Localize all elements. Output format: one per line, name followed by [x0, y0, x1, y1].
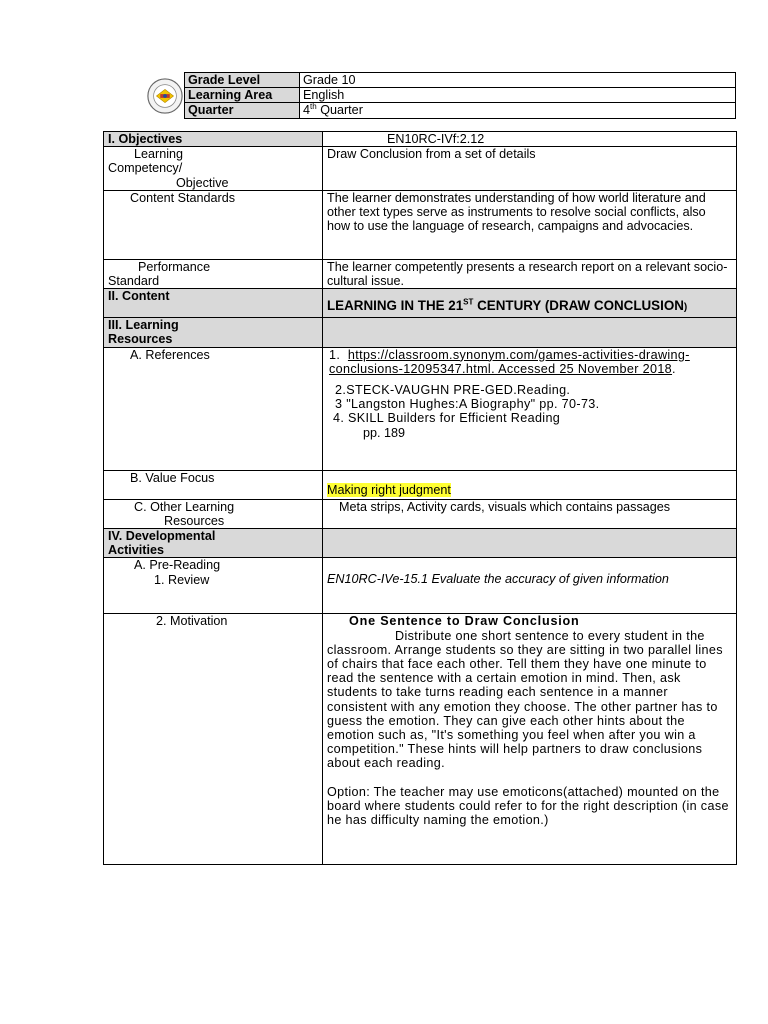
activities-header-row — [104, 529, 737, 558]
other-resources-row — [104, 499, 737, 528]
motivation-content — [323, 614, 737, 865]
pre-reading-review-label: A. Pre-Reading 1. Review — [104, 558, 323, 614]
reference-2: 2.STECK-VAUGHN PRE-GED.Reading. — [335, 383, 571, 398]
motivation-paragraph-1: Distribute one short sentence to every student in the classroom. Arrange students so they are sitting in two parallel lines of chairs that face each other. Tell them they have one minute to read the sentence with a certain emotion in mind. Then, ask students to take turns reading each sentence in a manner consistent with any emotion they choose. The other partner has to guess the emotion. They can give each other hints about the emotion such as, "It's something you feel when after you win a competition." These hints will help partners to draw conclusions about each reading. — [327, 628, 723, 771]
motivation-paragraph-2: Option: The teacher may use emoticons(attached) mounted on the board where students could refer to for the right description (in case he has difficulty naming the emotion.) — [327, 784, 729, 828]
value-focus-label: B. Value Focus — [104, 470, 323, 499]
references-row — [104, 347, 737, 470]
learning-area-value: English — [300, 88, 736, 103]
quarter-value: 4th Quarter — [300, 103, 736, 118]
references-list: 1. https://classroom.synonym.com/games-activities-drawing- conclusions-12095347.html. Accessed 25 November 2018. 2.STECK-VAUGHN PRE-GED.Reading. 3 "Langston Hughes:A Biography" pp. 70-73. 4. SKILL Builders for Efficient Reading pp. 189 — [323, 347, 737, 470]
resources-header-row — [104, 318, 737, 347]
content-label: II. Content — [104, 289, 323, 318]
resources-header-blank — [323, 318, 737, 347]
lesson-info-header — [104, 72, 736, 119]
reference-1-link-cont[interactable]: conclusions-12095347.html. Accessed 25 November 2018 — [329, 361, 673, 376]
learning-area-label: Learning Area — [185, 88, 300, 103]
competency-label: Learning Competency/ Objective — [104, 147, 323, 191]
content-title: LEARNING IN THE 21ST CENTURY (DRAW CONCLUSION) — [323, 289, 737, 318]
objectives-label: I. Objectives — [104, 132, 323, 147]
other-resources-value: Meta strips, Activity cards, visuals which contains passages — [323, 499, 737, 528]
content-standards-value: The learner demonstrates understanding of how world literature and other text types serve as instruments to resolve social conflicts, also how to use the language of research, campaigns and advocacies. — [323, 190, 737, 259]
performance-standard-label: Performance Standard — [104, 259, 323, 288]
competency-row — [104, 147, 737, 191]
motivation-row — [104, 614, 737, 865]
reference-1: 1. https://classroom.synonym.com/games-activities-drawing- — [329, 347, 690, 362]
activities-header-blank — [323, 529, 737, 558]
content-row — [104, 289, 737, 318]
motivation-title: One Sentence to Draw Conclusion — [349, 614, 580, 629]
performance-standard-value: The learner competently presents a research report on a relevant socio-cultural issue. — [323, 259, 737, 288]
reference-3: 3 "Langston Hughes:A Biography" pp. 70-73. — [335, 397, 600, 412]
school-seal-icon — [146, 77, 184, 115]
value-focus-highlight: Making right judgment — [327, 483, 451, 498]
resources-label: III. Learning Resources — [104, 318, 323, 347]
reference-1-link[interactable]: https://classroom.synonym.com/games-activities-drawing- — [347, 347, 690, 362]
references-label: A. References — [104, 347, 323, 470]
review-value: EN10RC-IVe-15.1 Evaluate the accuracy of given information — [323, 558, 737, 614]
lesson-plan-table — [103, 131, 737, 865]
review-row — [104, 558, 737, 614]
competency-value: Draw Conclusion from a set of details — [323, 147, 737, 191]
grade-level-value: Grade 10 — [300, 73, 736, 88]
grade-level-label: Grade Level — [185, 73, 300, 88]
quarter-label: Quarter — [185, 103, 300, 118]
reference-4-pages: pp. 189 — [363, 425, 406, 440]
motivation-label: 2. Motivation — [104, 614, 323, 865]
content-standards-row — [104, 190, 737, 259]
logo-cell — [104, 73, 185, 119]
objectives-header-row — [104, 132, 737, 147]
content-standards-label: Content Standards — [104, 190, 323, 259]
objectives-code: EN10RC-IVf:2.12 — [323, 132, 737, 147]
performance-standard-row — [104, 259, 737, 288]
other-resources-label: C. Other Learning Resources — [104, 499, 323, 528]
activities-label: IV. Developmental Activities — [104, 529, 323, 558]
value-focus-value — [323, 470, 737, 499]
value-focus-row — [104, 470, 737, 499]
reference-4: 4. SKILL Builders for Efficient Reading — [333, 411, 561, 426]
